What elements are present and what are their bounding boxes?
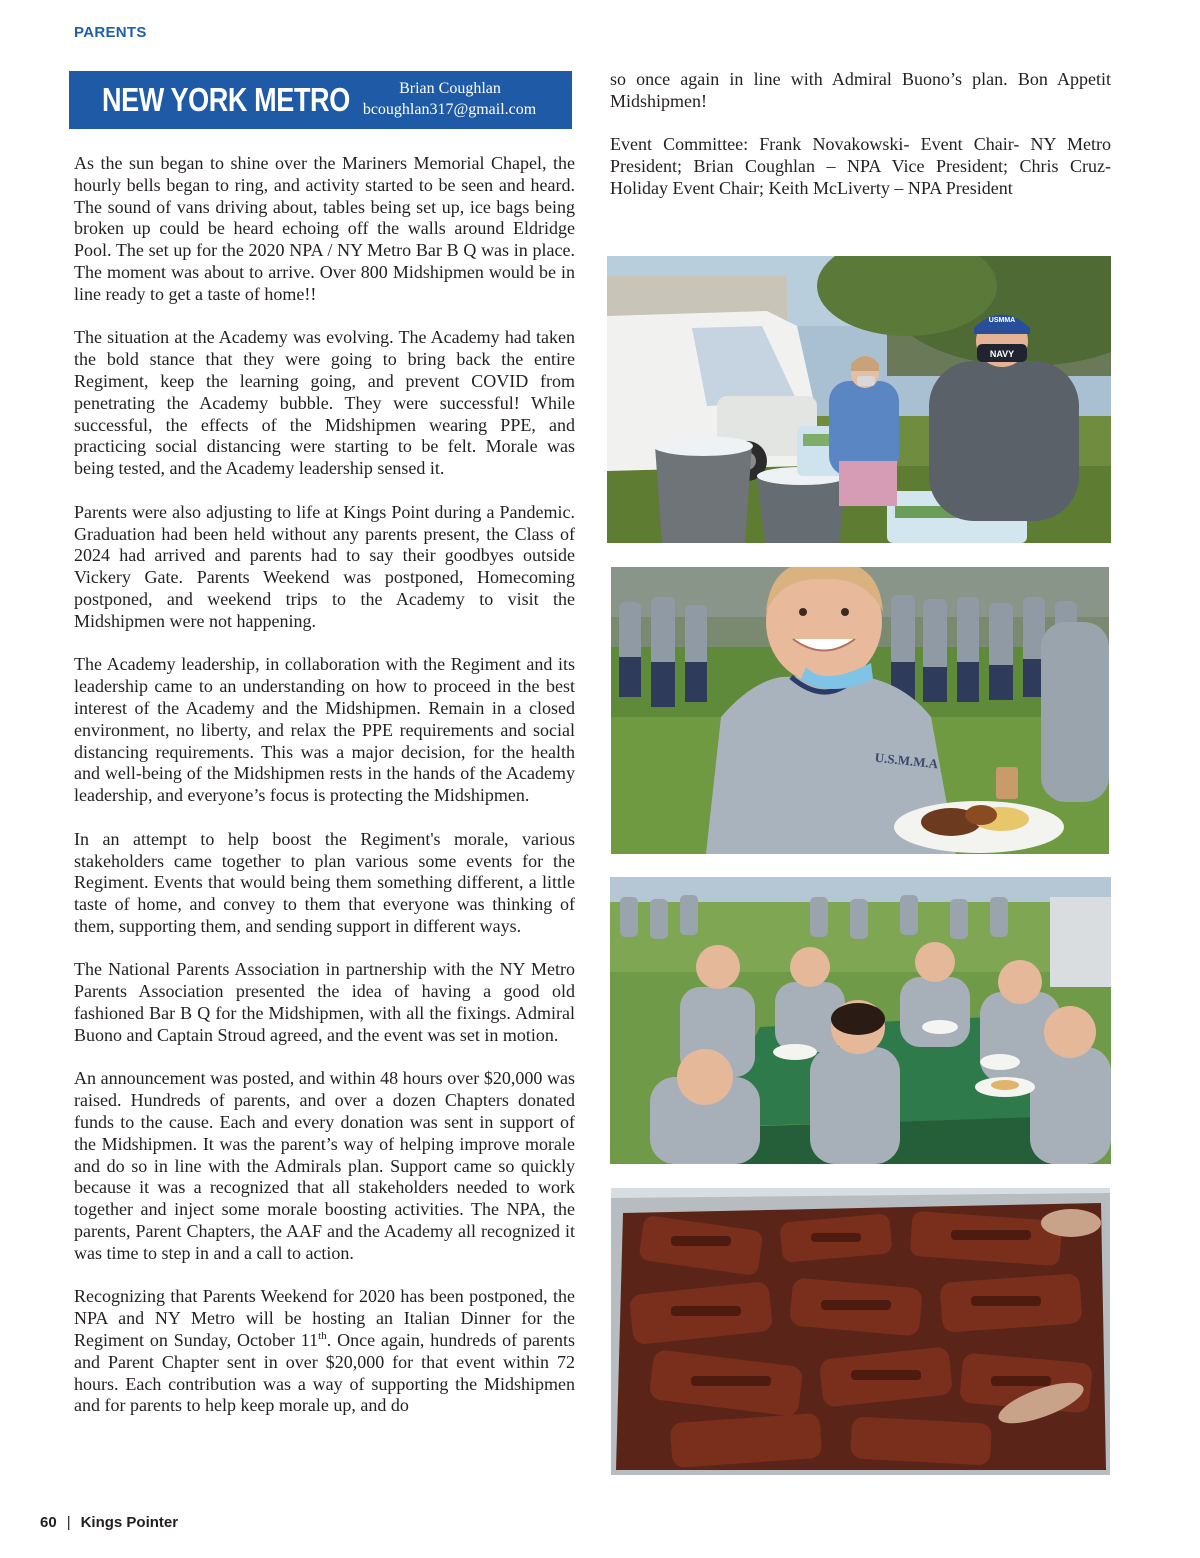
- banner-title: NEW YORK METRO: [102, 81, 350, 118]
- ordinal-suffix: th: [318, 1330, 327, 1343]
- article-paragraph: Parents were also adjusting to life at Kings Point during a Pandemic. Graduation had been held without any parents present, the Class of 2024 had arrived and parents had to say their goodbyes outside Vickery Gate. Parents Weekend was postponed, Homecoming postponed, and weekend trips to the Academy to visit the Midshipmen were not happening.: [74, 501, 575, 631]
- author-email[interactable]: bcoughlan317@gmail.com: [362, 101, 537, 118]
- article-paragraph: In an attempt to help boost the Regiment's morale, various stakeholders came together to plan various some events for the Regiment. Events that would being them something different, a little taste of home, and convey to them that everyone was thinking of them, supporting them, and sending support in different ways.: [74, 828, 575, 936]
- author-name: Brian Coughlan: [399, 80, 501, 97]
- photo-bbq-ribs: [611, 1188, 1110, 1475]
- event-committee: Event Committee: Frank Novakowski- Event Chair- NY Metro President; Brian Coughlan – NPA Vice President; Chris Cruz-Holiday Event Chair; Keith McLiverty – NPA President: [610, 134, 1111, 198]
- article-column-left: [74, 153, 575, 1417]
- photo-picnic-table: [610, 877, 1111, 1164]
- shirt-text: U.S.M.M.A: [874, 749, 939, 772]
- paragraph-text: Recognizing that Parents Weekend for 2020 has been postponed, the NPA and NY Metro will be hosting an Italian Dinner for the Regiment on Sunday, October 11: [74, 1286, 575, 1351]
- article-paragraph: The Academy leadership, in collaboration with the Regiment and its leadership came to an understanding on how to proceed in the best interest of the Academy and the Midshipmen. Remain in a closed environment, no liberty, and relax the PPE requirements and social distancing requirements. This was a major decision, for the health and well-being of the Midshipmen rests in the hands of the Academy leadership, and everyone’s focus is protecting the Midshipmen.: [74, 654, 575, 806]
- publication-name: Kings Pointer: [80, 1514, 179, 1531]
- cap-text: USMMA: [988, 317, 1016, 324]
- photo-volunteers-water: [607, 256, 1111, 543]
- article-paragraph: The National Parents Association in partnership with the NY Metro Parents Association presented the idea of having a good old fashioned Bar B Q for the Midshipmen, with all the fixings. Admiral Buono and Captain Stroud agreed, and the event was set in motion.: [74, 959, 575, 1045]
- page-number: 60: [40, 1514, 57, 1531]
- section-label: PARENTS: [74, 24, 147, 41]
- article-paragraph: The situation at the Academy was evolving. The Academy had taken the bold stance that they were going to bring back the entire Regiment, keep the learning going, and prevent COVID from penetrating the Academy bubble. They were successful! While successful, the effects of the Midshipmen wearing PPE, and practicing social distancing were starting to be felt. Morale was being tested, and the Academy leadership sensed it.: [74, 327, 575, 479]
- article-paragraph: so once again in line with Admiral Buono’s plan. Bon Appetit Midshipmen!: [610, 69, 1111, 111]
- column-banner: [69, 71, 572, 129]
- article-paragraph: As the sun began to shine over the Mariners Memorial Chapel, the hourly bells began to ring, and activity started to be seen and heard. The sound of vans driving about, tables being set up, ice bags being broken up could be heard echoing off the walls around Eldridge Pool. The set up for the 2020 NPA / NY Metro Bar B Q was in place. The moment was about to arrive. Over 800 Midshipmen would be in line ready to get a taste of home!!: [74, 153, 575, 304]
- shirt-text: NAVY: [989, 349, 1015, 359]
- article-paragraph-continued: [74, 1286, 575, 1417]
- article-paragraph: An announcement was posted, and within 48 hours over $20,000 was raised. Hundreds of parents, and over a dozen Chapters donated funds to the cause. Each and every donation was sent in support of the Midshipmen. It was the parent’s way of helping improve morale and do so in line with the Admirals plan. Support came so quickly because it was a recognized that all stakeholders needed to work together and inject some morale boosting activities. The NPA, the parents, Parent Chapters, the AAF and the Academy all recognized it was time to step in and a call to action.: [74, 1068, 575, 1263]
- footer-separator: |: [66, 1514, 71, 1531]
- photo-midshipman-plate: [611, 567, 1109, 854]
- article-column-right: [610, 69, 1111, 222]
- paragraph-text: . Once again, hundreds of parents and Parent Chapter sent in over $20,000 for that event within 72 hours. Each contribution was a way of supporting the Midshipmen and for parents to help keep morale up, and do: [74, 1330, 576, 1416]
- page-footer: [40, 1514, 178, 1531]
